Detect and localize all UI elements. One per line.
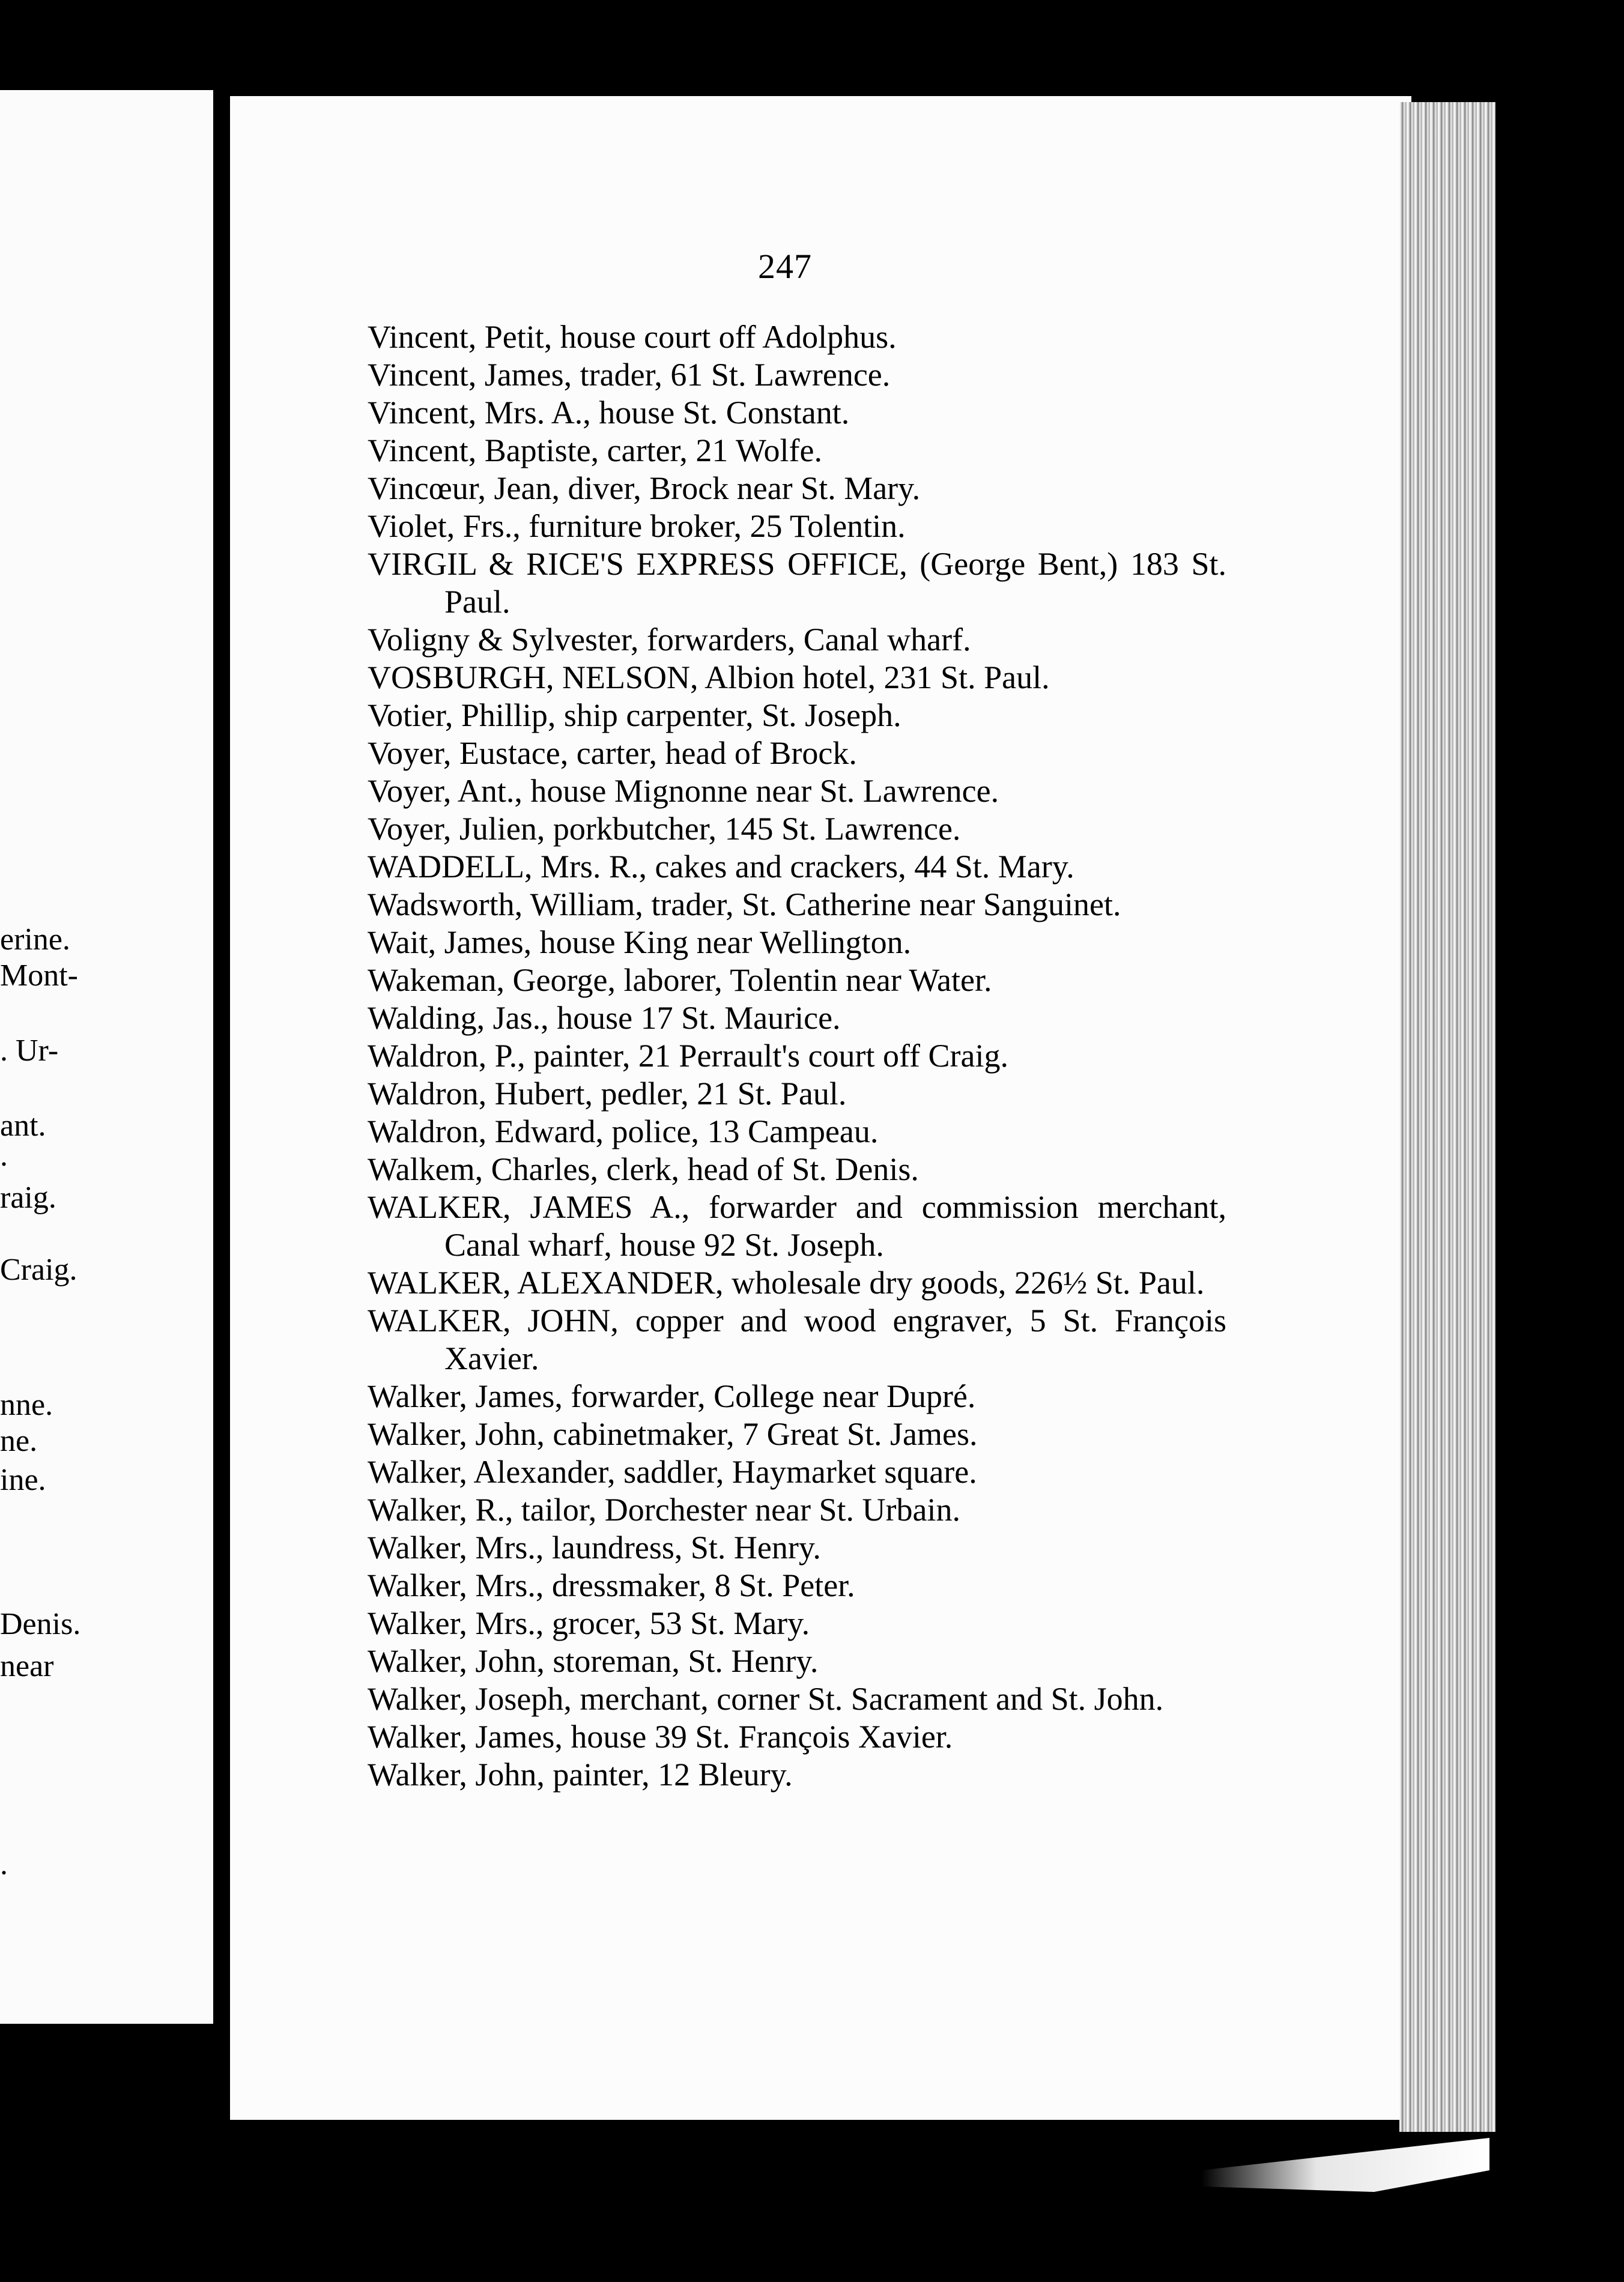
directory-entry: Waldron, Edward, police, 13 Campeau.: [368, 1113, 879, 1149]
book-gutter: [213, 84, 230, 2030]
left-fragment: nne.: [0, 1388, 53, 1422]
directory-entry: Vincent, James, trader, 61 St. Lawrence.: [368, 357, 891, 393]
directory-entry: VIRGIL & RICE'S EXPRESS OFFICE, (George Bent,) 183 St. Paul.: [368, 546, 1226, 620]
directory-entry: Voyer, Eustace, carter, head of Brock.: [368, 735, 857, 771]
directory-entry: WADDELL, Mrs. R., cakes and crackers, 44 St. Mary.: [368, 849, 1074, 885]
book-page-edge-tail: [1201, 2138, 1489, 2192]
directory-entry: Wadsworth, William, trader, St. Catherine near Sanguinet.: [368, 886, 1121, 922]
left-fragment: Craig.: [0, 1253, 77, 1287]
page-number: 247: [758, 247, 812, 286]
directory-entry: Vincœur, Jean, diver, Brock near St. Mary.: [368, 470, 921, 506]
directory-entry: Walker, John, cabinetmaker, 7 Great St. James.: [368, 1416, 978, 1452]
directory-entry: Walker, Mrs., grocer, 53 St. Mary.: [368, 1605, 810, 1641]
directory-entry: WALKER, JOHN, copper and wood engraver, 5 St. François Xavier.: [368, 1303, 1226, 1376]
directory-entry: Walker, Mrs., laundress, St. Henry.: [368, 1530, 821, 1566]
directory-entry: Walker, Joseph, merchant, corner St. Sacrament and St. John.: [368, 1681, 1164, 1717]
directory-entry: Votier, Phillip, ship carpenter, St. Joseph.: [368, 697, 901, 733]
directory-entry: Voligny & Sylvester, forwarders, Canal wharf.: [368, 622, 971, 658]
directory-entry: Waldron, P., painter, 21 Perrault's court off Craig.: [368, 1038, 1009, 1074]
directory-entry: Walker, Mrs., dressmaker, 8 St. Peter.: [368, 1567, 855, 1603]
directory-entry: Wait, James, house King near Wellington.: [368, 924, 912, 960]
directory-entry: Walker, Alexander, saddler, Haymarket square.: [368, 1454, 977, 1490]
directory-entry: Waldron, Hubert, pedler, 21 St. Paul.: [368, 1076, 847, 1112]
directory-entry: Walding, Jas., house 17 St. Maurice.: [368, 1000, 841, 1036]
directory-entries: [368, 318, 1226, 1794]
directory-entry: Walkem, Charles, clerk, head of St. Denis.: [368, 1151, 919, 1187]
directory-entry: Voyer, Ant., house Mignonne near St. Lawrence.: [368, 773, 999, 809]
directory-entry: Walker, R., tailor, Dorchester near St. Urbain.: [368, 1492, 961, 1528]
directory-entry: Vincent, Petit, house court off Adolphus.: [368, 319, 897, 355]
left-fragment: ine.: [0, 1463, 46, 1497]
left-fragment: . Ur-: [0, 1034, 59, 1068]
directory-entry: VOSBURGH, NELSON, Albion hotel, 231 St. Paul.: [368, 659, 1050, 695]
left-fragment: .: [0, 1847, 8, 1881]
left-fragment: ant.: [0, 1109, 46, 1143]
left-fragment: Denis.: [0, 1607, 81, 1641]
directory-entry: Walker, James, forwarder, College near Dupré.: [368, 1378, 976, 1414]
directory-entry: Walker, John, painter, 12 Bleury.: [368, 1757, 793, 1793]
left-fragment: erine.: [0, 922, 70, 957]
directory-entry: WALKER, JAMES A., forwarder and commission merchant, Canal wharf, house 92 St. Joseph.: [368, 1189, 1226, 1263]
left-fragment: .: [0, 1139, 8, 1173]
left-facing-page: [0, 90, 213, 2024]
directory-entry: Vincent, Baptiste, carter, 21 Wolfe.: [368, 432, 823, 468]
left-fragment: near: [0, 1649, 54, 1683]
directory-entry: Walker, John, storeman, St. Henry.: [368, 1643, 819, 1679]
left-fragment: raig.: [0, 1181, 56, 1215]
directory-entry: Walker, James, house 39 St. François Xavier.: [368, 1719, 953, 1755]
directory-entry: WALKER, ALEXANDER, wholesale dry goods, 226½ St. Paul.: [368, 1265, 1205, 1301]
left-fragment: ne.: [0, 1424, 38, 1458]
left-fragment: Mont-: [0, 958, 78, 993]
book-page-edges: [1399, 102, 1495, 2132]
directory-entry: Violet, Frs., furniture broker, 25 Tolentin.: [368, 508, 906, 544]
directory-entry: Vincent, Mrs. A., house St. Constant.: [368, 395, 850, 431]
directory-entry: Wakeman, George, laborer, Tolentin near Water.: [368, 962, 992, 998]
directory-entry: Voyer, Julien, porkbutcher, 145 St. Lawrence.: [368, 811, 961, 847]
